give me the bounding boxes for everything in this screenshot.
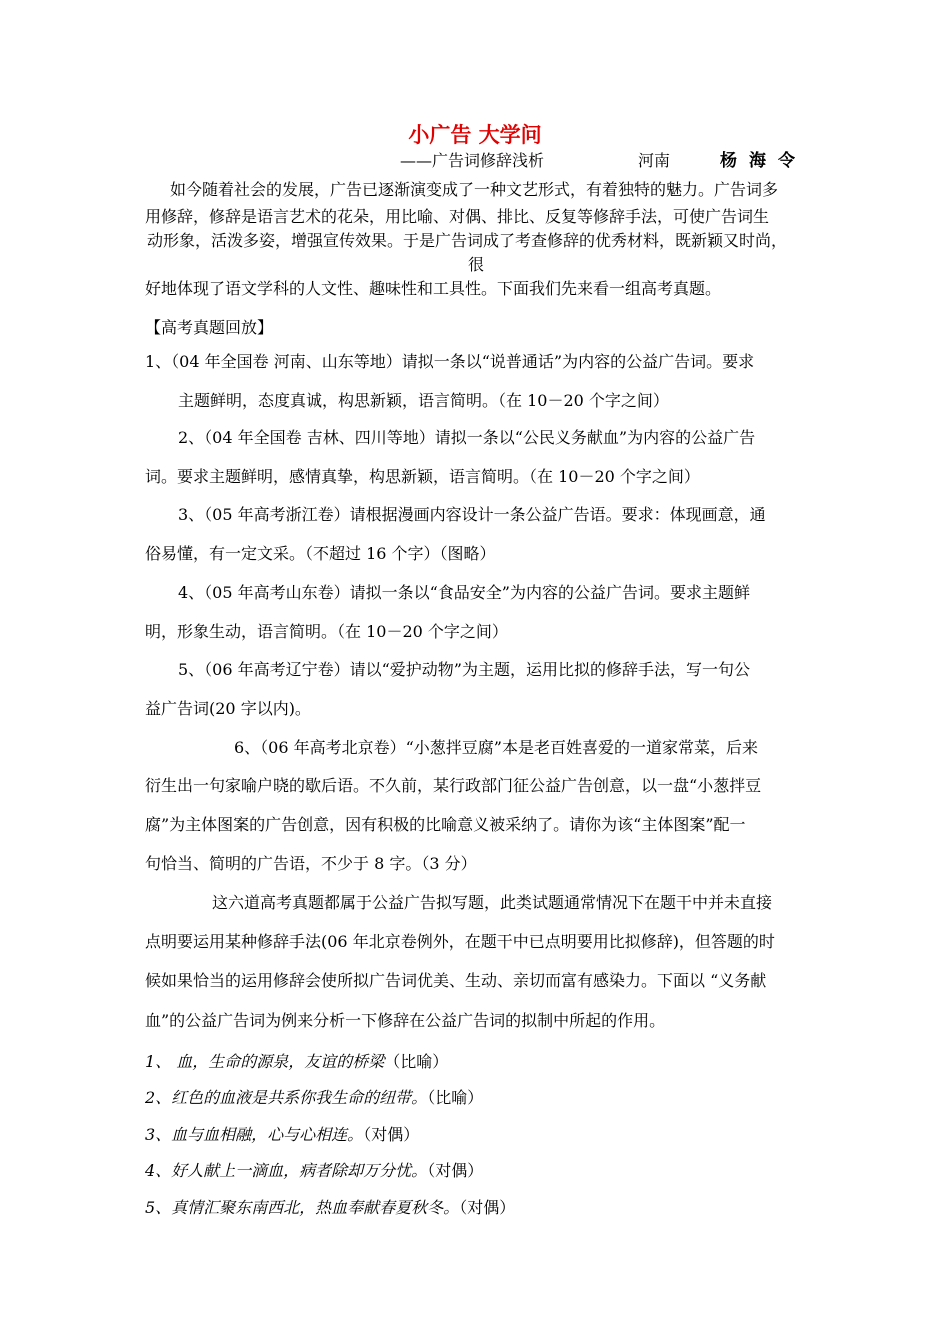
example-tag: （比喻） (427, 1088, 484, 1107)
intro-line: 很 (468, 255, 485, 274)
author-region: 河南 (638, 151, 671, 170)
example-text: 2、红色的血液是共系你我生命的纽带。 (145, 1088, 428, 1107)
example-item (145, 1160, 483, 1182)
question-line: 词。要求主题鲜明，感情真挚，构思新颖，语言简明。（在 10－20 个字之间） (145, 467, 700, 486)
example-item (145, 1087, 483, 1109)
analysis-line: 血”的公益广告词为例来分析一下修辞在公益广告词的拟制中所起的作用。 (145, 1011, 666, 1030)
subtitle: ——广告词修辞浅析 (400, 151, 545, 170)
example-item (145, 1197, 515, 1219)
question-line: 4、（05 年高考山东卷）请拟一条以“食品安全”为内容的公益广告词。要求主题鲜 (178, 583, 750, 602)
example-tag: （对偶） (363, 1125, 420, 1144)
intro-line: 好地体现了语文学科的人文性、趣味性和工具性。下面我们先来看一组高考真题。 (145, 279, 722, 298)
intro-line: 动形象，活泼多姿，增强宣传效果。于是广告词成了考查修辞的优秀材料，既新颖又时尚， (147, 231, 788, 250)
analysis-line: 点明要运用某种修辞手法(06 年北京卷例外，在题干中已点明要用比拟修辞)，但答题的时 (145, 932, 775, 951)
question-line: 5、（06 年高考辽宁卷）请以“爱护动物”为主题，运用比拟的修辞手法，写一句公 (178, 660, 750, 679)
question-line: 明，形象生动，语言简明。（在 10－20 个字之间） (145, 622, 508, 641)
example-tag: （比喻） (384, 1052, 449, 1071)
intro-line: 用修辞，修辞是语言艺术的花朵，用比喻、对偶、排比、反复等修辞手法，可使广告词生 (145, 207, 770, 226)
example-text: 1、 血，生命的源泉，友谊的桥梁 (145, 1052, 385, 1071)
question-line: 3、（05 年高考浙江卷）请根据漫画内容设计一条公益广告语。要求：体现画意，通 (178, 505, 766, 524)
example-text: 5、真情汇聚东南西北，热血奉献春夏秋冬。 (145, 1198, 460, 1217)
question-line: 6、（06 年高考北京卷）“小葱拌豆腐”本是老百姓喜爱的一道家常菜，后来 (234, 738, 758, 757)
analysis-line: 这六道高考真题都属于公益广告拟写题，此类试题通常情况下在题干中并未直接 (212, 893, 773, 912)
author-name: 杨海令 (720, 151, 807, 171)
question-line: 2、（04 年全国卷 吉林、四川等地）请拟一条以“公民义务献血”为内容的公益广告 (178, 428, 756, 447)
example-text: 4、好人献上一滴血，病者除却万分忧。 (145, 1161, 428, 1180)
question-line: 腐”为主体图案的广告创意，因有积极的比喻意义被采纳了。请你为该“主体图案”配一 (145, 815, 746, 834)
question-line: 衍生出一句家喻户晓的歇后语。不久前，某行政部门征公益广告创意，以一盘“小葱拌豆 (145, 776, 762, 795)
intro-line: 如今随着社会的发展，广告已逐渐演变成了一种文艺形式，有着独特的魅力。广告词多 (170, 180, 779, 199)
question-line: 句恰当、简明的广告语，不少于 8 字。（3 分） (145, 854, 477, 873)
section-label: 【高考真题回放】 (145, 318, 274, 337)
example-tag: （对偶） (427, 1161, 484, 1180)
question-line: 主题鲜明，态度真诚，构思新颖，语言简明。（在 10－20 个字之间） (178, 391, 669, 410)
example-item (145, 1124, 419, 1146)
example-tag: （对偶） (459, 1198, 516, 1217)
question-line: 俗易懂，有一定文采。（不超过 16 个字）（图略） (145, 544, 496, 563)
example-item (145, 1051, 448, 1073)
page-title: 小广告 大学问 (408, 122, 542, 147)
example-text: 3、血与血相融，心与心相连。 (145, 1125, 364, 1144)
question-line: 1、（04 年全国卷 河南、山东等地）请拟一条以“说普通话”为内容的公益广告词。要求 (145, 352, 755, 371)
analysis-line: 候如果恰当的运用修辞会使所拟广告词优美、生动、亲切而富有感染力。下面以 “义务献 (145, 971, 767, 990)
question-line: 益广告词(20 字以内)。 (145, 699, 311, 718)
